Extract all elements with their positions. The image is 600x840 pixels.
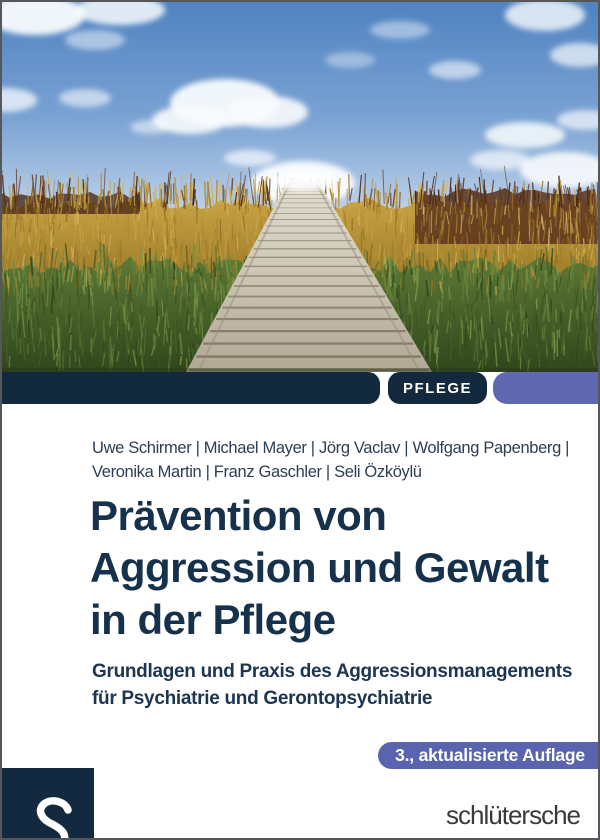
- title-line-2: Aggression und Gewalt: [90, 544, 549, 591]
- subtitle-line-2: für Psychiatrie und Gerontopsychiatrie: [92, 688, 433, 709]
- vanishing-point-glow: [273, 171, 333, 191]
- edition-badge: [378, 742, 600, 769]
- boardwalk-meadow-graphic: [0, 0, 600, 372]
- publisher-name: schlütersche: [446, 800, 580, 830]
- subtitle-line-1: Grundlagen und Praxis des Aggressionsmanagements: [92, 661, 573, 682]
- authors: [92, 436, 569, 484]
- category-band: [0, 372, 380, 404]
- edition-badge-label: 3., aktualisierte Auflage: [395, 745, 585, 765]
- cover-photo: [0, 0, 600, 372]
- category-label: PFLEGE: [402, 379, 472, 397]
- book-title: [90, 490, 549, 646]
- book-subtitle: [92, 658, 572, 712]
- publisher-logo: [0, 768, 94, 840]
- category-band-accent: [493, 372, 600, 404]
- title-line-1: Prävention von: [90, 492, 387, 539]
- authors-line-2: Veronika Martin | Franz Gaschler | Seli Özköylü: [92, 463, 422, 481]
- category-tab: [388, 372, 487, 404]
- authors-line-1: Uwe Schirmer | Michael Mayer | Jörg Vaclav | Wolfgang Papenberg |: [92, 439, 570, 457]
- title-line-3: in der Pflege: [90, 596, 336, 643]
- publisher-logo-s-icon: [0, 768, 94, 840]
